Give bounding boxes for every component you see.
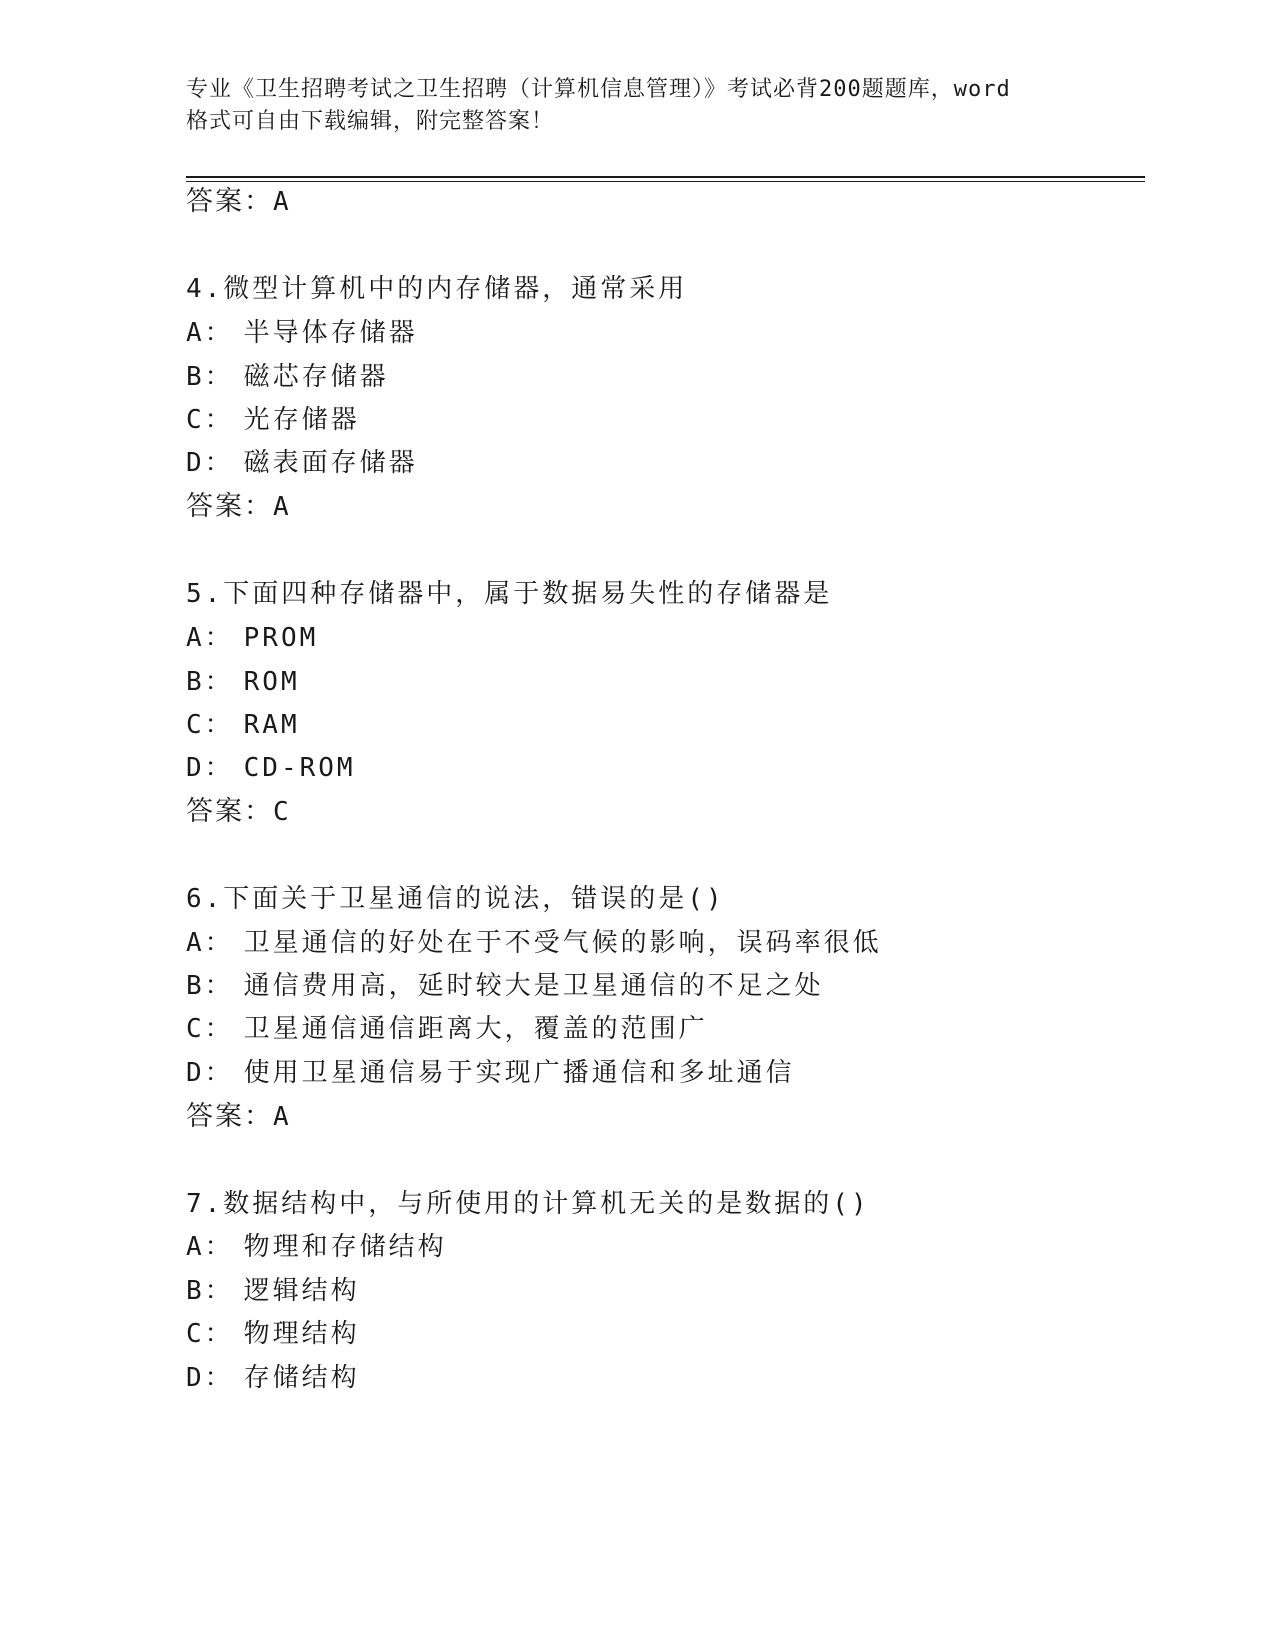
answer-label: 答案： xyxy=(186,491,273,522)
option-text: 磁芯存储器 xyxy=(243,362,389,392)
option-letter: A： xyxy=(186,1232,234,1262)
option-6b xyxy=(186,970,824,1002)
option-text: 逻辑结构 xyxy=(243,1276,360,1306)
option-text: 卫星通信的好处在于不受气候的影响，误码率很低 xyxy=(243,928,882,958)
question-stem-5: 5.下面四种存储器中，属于数据易失性的存储器是 xyxy=(186,579,833,609)
option-text: 存储结构 xyxy=(243,1363,360,1393)
answer-label: 答案： xyxy=(186,1101,273,1132)
option-letter: B： xyxy=(186,667,234,697)
option-4a xyxy=(186,317,418,349)
option-5a xyxy=(186,622,318,654)
question-stem-7: 7.数据结构中，与所使用的计算机无关的是数据的() xyxy=(186,1189,870,1219)
option-text: PROM xyxy=(243,623,319,653)
option-letter: D： xyxy=(186,1058,234,1088)
option-5c xyxy=(186,709,300,741)
header-line-2: 格式可自由下载编辑，附完整答案！ xyxy=(186,109,555,134)
option-7c xyxy=(186,1318,360,1350)
option-letter: C： xyxy=(186,405,234,435)
option-letter: C： xyxy=(186,710,234,740)
answer-line-prev xyxy=(186,186,291,218)
option-letter: D： xyxy=(186,1363,234,1393)
header-line-1: 专业《卫生招聘考试之卫生招聘（计算机信息管理）》考试必背200题题库，word xyxy=(186,77,1011,102)
answer-line-6 xyxy=(186,1101,291,1133)
question-stem-6: 6.下面关于卫星通信的说法，错误的是() xyxy=(186,884,725,914)
option-6a xyxy=(186,927,882,959)
option-letter: C： xyxy=(186,1319,234,1349)
answer-label: 答案： xyxy=(186,186,273,217)
option-letter: A： xyxy=(186,928,234,958)
option-text: 物理结构 xyxy=(243,1319,360,1349)
option-4b xyxy=(186,361,389,393)
option-text: ROM xyxy=(243,667,300,697)
answer-label: 答案： xyxy=(186,796,273,827)
option-letter: B： xyxy=(186,1276,234,1306)
option-letter: A： xyxy=(186,318,234,348)
header-divider-thin xyxy=(186,181,1145,182)
option-6c xyxy=(186,1013,708,1045)
option-text: RAM xyxy=(243,710,300,740)
answer-value: A xyxy=(273,492,291,522)
option-letter: C： xyxy=(186,1014,234,1044)
answer-line-4 xyxy=(186,491,291,523)
option-4c xyxy=(186,404,360,436)
option-text: 光存储器 xyxy=(243,405,360,435)
option-text: 使用卫星通信易于实现广播通信和多址通信 xyxy=(243,1058,795,1088)
option-6d xyxy=(186,1057,795,1089)
option-text: 磁表面存储器 xyxy=(243,448,418,478)
option-7b xyxy=(186,1275,360,1307)
document-header xyxy=(186,74,1086,138)
answer-value: C xyxy=(273,797,291,827)
option-letter: B： xyxy=(186,971,234,1001)
answer-line-5 xyxy=(186,796,291,828)
option-letter: B： xyxy=(186,362,234,392)
option-text: 半导体存储器 xyxy=(243,318,418,348)
option-text: 通信费用高，延时较大是卫星通信的不足之处 xyxy=(243,971,824,1001)
option-letter: D： xyxy=(186,448,234,478)
option-4d xyxy=(186,447,418,479)
option-5d xyxy=(186,752,356,784)
option-text: CD-ROM xyxy=(243,753,356,783)
option-letter: A： xyxy=(186,623,234,653)
question-stem-4: 4.微型计算机中的内存储器，通常采用 xyxy=(186,274,688,304)
option-7d xyxy=(186,1362,360,1394)
answer-value: A xyxy=(273,1102,291,1132)
option-text: 物理和存储结构 xyxy=(243,1232,447,1262)
option-letter: D： xyxy=(186,753,234,783)
option-text: 卫星通信通信距离大，覆盖的范围广 xyxy=(243,1014,708,1044)
option-5b xyxy=(186,666,300,698)
header-divider-thick xyxy=(186,176,1145,178)
option-7a xyxy=(186,1231,447,1263)
answer-value: A xyxy=(273,187,291,217)
